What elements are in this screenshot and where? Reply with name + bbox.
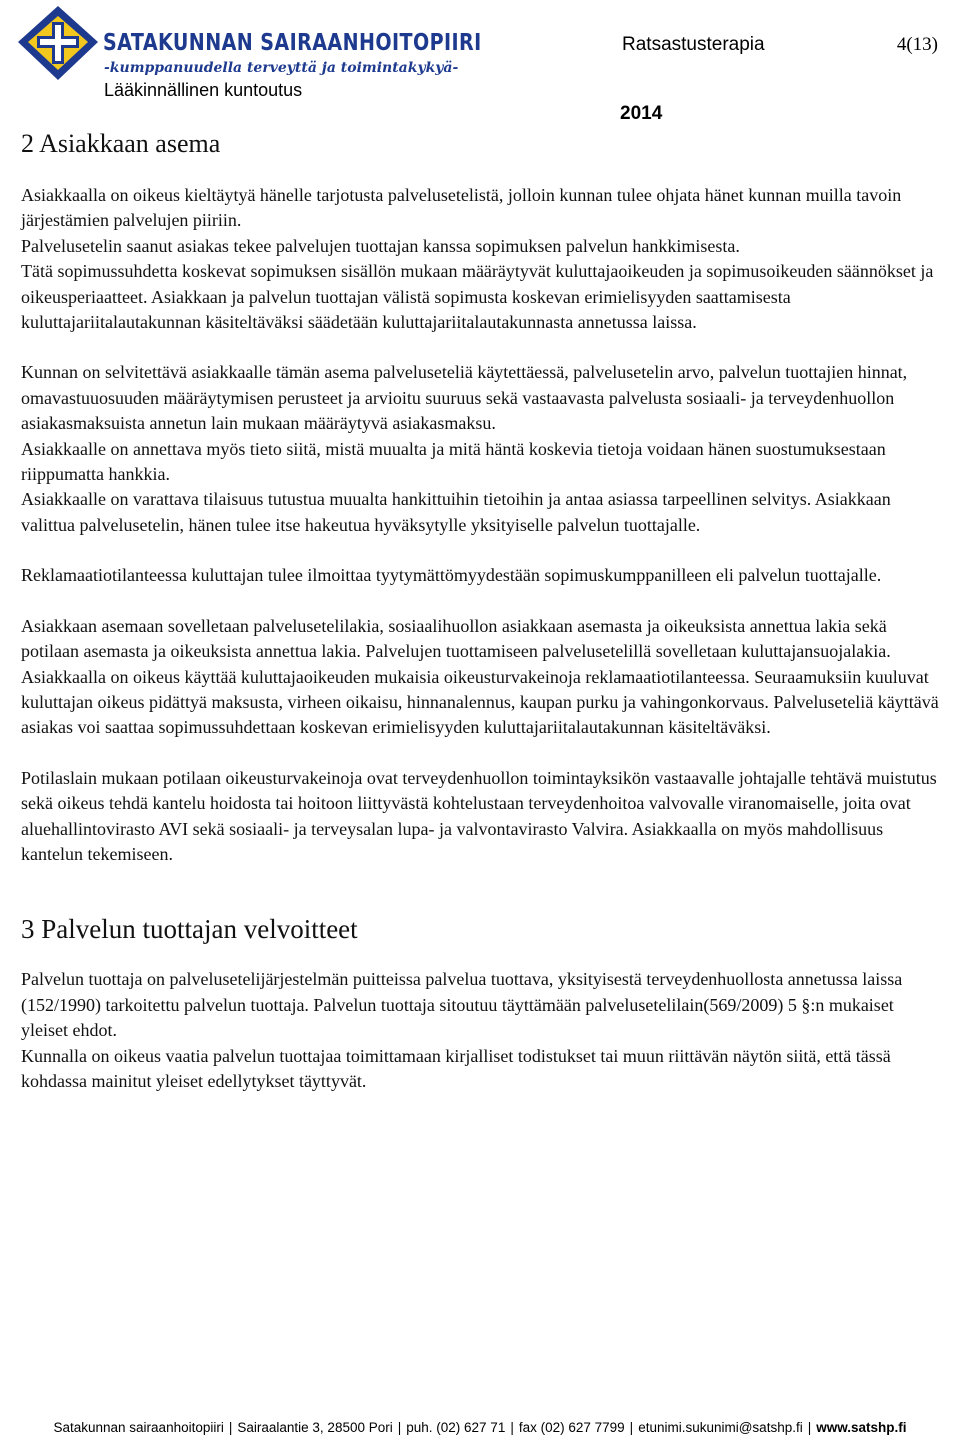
department-name: Lääkinnällinen kuntoutus xyxy=(104,80,303,100)
satshp-logo-icon xyxy=(14,4,104,84)
paragraph: Asiakkaan asemaan sovelletaan palvelusetelilakia, sosiaalihuollon asiakkaan asemasta ja oikeuksista annettua lakia sekä potilaan asemasta ja oikeuksista annettua lakia. Palvelujen tuottamiseen palvelusetelillä sovelletaan kuluttajansuojalakia. Asiakkaalla on oikeus käyttää kuluttajaoikeuden mukaisia oikeusturvakeinoja reklamaatiotilanteessa. Seuraamuksiin kuuluvat kuluttajan oikeus pidättyä maksusta, virheen oikaisu, hinnanalennus, kaupan purku ja vahingonkorvaus. Palveluseteliä käyttävä asiakas voi saattaa sopimussuhdettaan koskevan erimielisyyden kuluttajariitalautakunnan käsiteltäväksi. xyxy=(21,615,939,738)
document-year: 2014 xyxy=(620,103,663,124)
paragraph: Kunnalla on oikeus vaatia palvelun tuottajaa toimittamaan kirjalliset todistukset tai muun riittävän näytön siitä, että tässä kohdassa mainitut yleiset edellytykset täyttyvät. xyxy=(21,1045,891,1091)
paragraph: Asiakkaalle on varattava tilaisuus tutustua muualta hankittuihin tietoihin ja antaa asiassa tarpeellinen selvitys. Asiakkaan valittua palvelusetelin, hänen tulee itse hakeutua hyväksytylle yksityiselle palvelun tuottajalle. xyxy=(21,489,891,535)
footer-fax: fax (02) 627 7799 xyxy=(518,1420,625,1435)
paragraph: Asiakkaalle on annettava myös tieto siitä, mistä muualta ja mitä häntä koskevia tietoja voidaan hänen suostumuksestaan riippumatta hankkia. xyxy=(21,438,886,485)
organization-name: SATAKUNNAN SAIRAANHOITOPIIRI xyxy=(103,30,482,56)
paragraph: Kunnan on selvitettävä asiakkaalle tämän asema palveluseteliä käytettäessä, palvelusetelin arvo, palvelun tuottajien hinnat, omavastuuosuuden määräytymisen perusteet ja arvioitu suuruus sekä vastaavasta palvelusta sosiaali- ja terveydenhuollon asiakasmaksuista annetun lain mukaan määräytyvä asiakasmaksu. xyxy=(21,362,908,434)
paragraph: Asiakkaalla on oikeus kieltäytyä hänelle tarjotusta palvelusetelistä, jolloin kunnan tulee ohjata hänet kunnan muilla tavoin järjestämien palvelujen piiriin. xyxy=(21,185,902,231)
section-3-heading: 3 Palvelun tuottajan velvoitteet xyxy=(21,914,358,945)
organization-slogan: -kumppanuudella terveyttä ja toimintakykyä- xyxy=(104,60,459,76)
section-2-heading: 2 Asiakkaan asema xyxy=(21,129,221,158)
footer-website-link[interactable]: www.satshp.fi xyxy=(816,1420,907,1435)
page-footer: Satakunnan sairaanhoitopiiri | Sairaalantie 3, 28500 Pori | puh. (02) 627 71 | fax (02) 627 7799 | etunimi.sukunimi@satshp.fi | www.satshp.fi xyxy=(53,1420,907,1435)
paragraph: Potilaslain mukaan potilaan oikeusturvakeinoja ovat terveydenhuollon toimintayksikön vastaavalle johtajalle tehtävä muistutus sekä oikeus tehdä kantelu hoidosta tai hoitoon liittyvästä kohtelustaan terveydenhoitoa valvovalle viranomaiselle, joita ovat aluehallintovirasto AVI sekä sosiaali- ja terveysalan lupa- ja valvontavirasto Valvira. Asiakkaalla on myös mahdollisuus kantelun tekemiseen. xyxy=(21,767,937,864)
footer-address: Sairaalantie 3, 28500 Pori xyxy=(237,1420,393,1435)
footer-phone: puh. (02) 627 71 xyxy=(406,1420,506,1435)
footer-email-link[interactable]: etunimi.sukunimi@satshp.fi xyxy=(638,1420,803,1435)
paragraph: Palvelun tuottaja on palvelusetelijärjestelmän puitteissa palvelua tuottava, yksityisestä terveydenhuollosta annetussa laissa (152/1990) tarkoitettu palvelun tuottaja. Palvelun tuottaja sitoutuu täyttämään palvelusetelilain(569/2009) 5 §:n mukaiset yleiset ehdot. xyxy=(21,969,903,1041)
document-body xyxy=(21,128,941,1094)
paragraph: Tätä sopimussuhdetta koskevat sopimuksen sisällön mukaan määräytyvät kuluttajaoikeuden ja sopimusoikeuden säännökset ja oikeusperiaatteet. Asiakkaan ja palvelun tuottajan välistä sopimusta koskevan erimielisyyden saattamisesta kuluttajariitalautakunnan käsiteltäväksi säädetään kuluttajariitalautakunnasta annetussa laissa. xyxy=(21,261,934,333)
footer-organization: Satakunnan sairaanhoitopiiri xyxy=(53,1420,224,1435)
document-title: Ratsastusterapia xyxy=(622,34,765,55)
page-number: 4(13) xyxy=(896,34,938,55)
paragraph: Reklamaatiotilanteessa kuluttajan tulee ilmoittaa tyytymättömyydestään sopimuskumppanilleen eli palvelun tuottajalle. xyxy=(21,565,882,586)
paragraph: Palvelusetelin saanut asiakas tekee palvelujen tuottajan kanssa sopimuksen palvelun hankkimisesta. xyxy=(21,235,740,256)
